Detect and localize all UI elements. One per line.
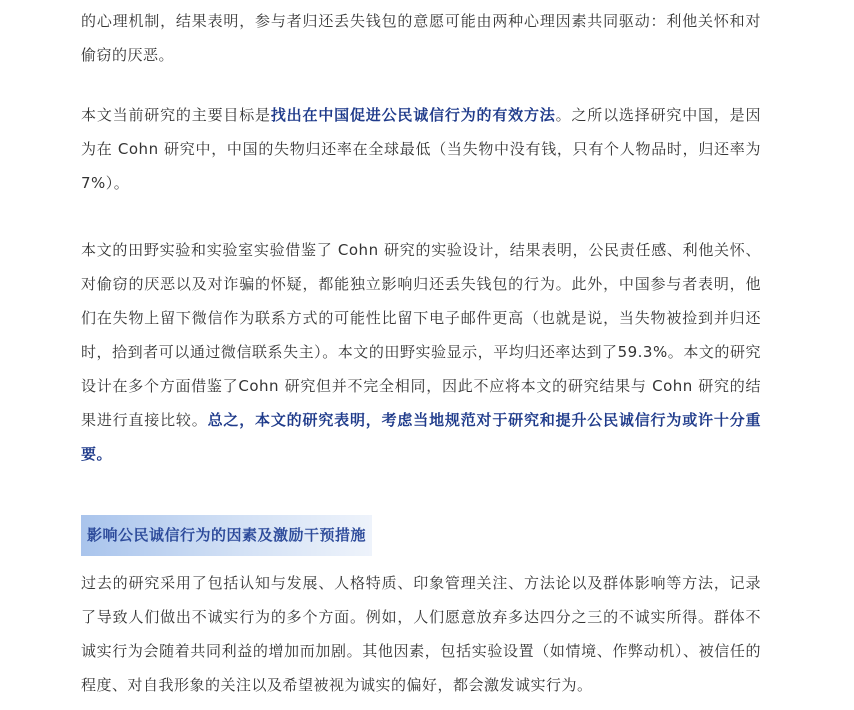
section-heading: 影响公民诚信行为的因素及激励干预措施 bbox=[81, 515, 372, 556]
intro-text: 的心理机制，结果表明，参与者归还丢失钱包的意愿可能由两种心理因素共同驱动：利他关怀和对偷窃的厌恶。 bbox=[81, 12, 761, 64]
findings-highlight: 总之，本文的研究表明，考虑当地规范对于研究和提升公民诚信行为或许十分重要。 bbox=[81, 411, 761, 463]
goal-suffix: 。之所以选择研究中国，是因为在 Cohn 研究中，中国的失物归还率在全球最低（当失物中没有钱，只有个人物品时，归还率为 7%）。 bbox=[81, 106, 761, 192]
goal-prefix: 本文当前研究的主要目标是 bbox=[81, 106, 271, 124]
past-research-text: 过去的研究采用了包括认知与发展、人格特质、印象管理关注、方法论以及群体影响等方法，记录了导致人们做出不诚实行为的多个方面。例如，人们愿意放弃多达四分之三的不诚实所得。群体不诚实行为会随着共同利益的增加而加剧。其他因素，包括实验设置（如情境、作弊动机）、被信任的程度、对自我形象的关注以及希望被视为诚实的偏好，都会激发诚实行为。 bbox=[81, 574, 761, 694]
findings-text: 本文的田野实验和实验室实验借鉴了 Cohn 研究的实验设计，结果表明，公民责任感、利他关怀、对偷窃的厌恶以及对诈骗的怀疑，都能独立影响归还丢失钱包的行为。此外，中国参与者表明，他们在失物上留下微信作为联系方式的可能性比留下电子邮件更高（也就是说，当失物被捡到并归还时，拾到者可以通过微信联系失主）。本文的田野实验显示，平均归还率达到了59.3%。本文的研究设计在多个方面借鉴了Cohn 研究但并不完全相同，因此不应将本文的研究结果与 Cohn 研究的结果进行直接比较。 bbox=[81, 241, 761, 429]
findings-paragraph bbox=[81, 233, 761, 471]
goal-highlight: 找出在中国促进公民诚信行为的有效方法 bbox=[270, 106, 556, 124]
past-research-paragraph bbox=[81, 566, 761, 702]
research-goal-paragraph bbox=[81, 98, 761, 200]
intro-paragraph bbox=[81, 4, 761, 72]
